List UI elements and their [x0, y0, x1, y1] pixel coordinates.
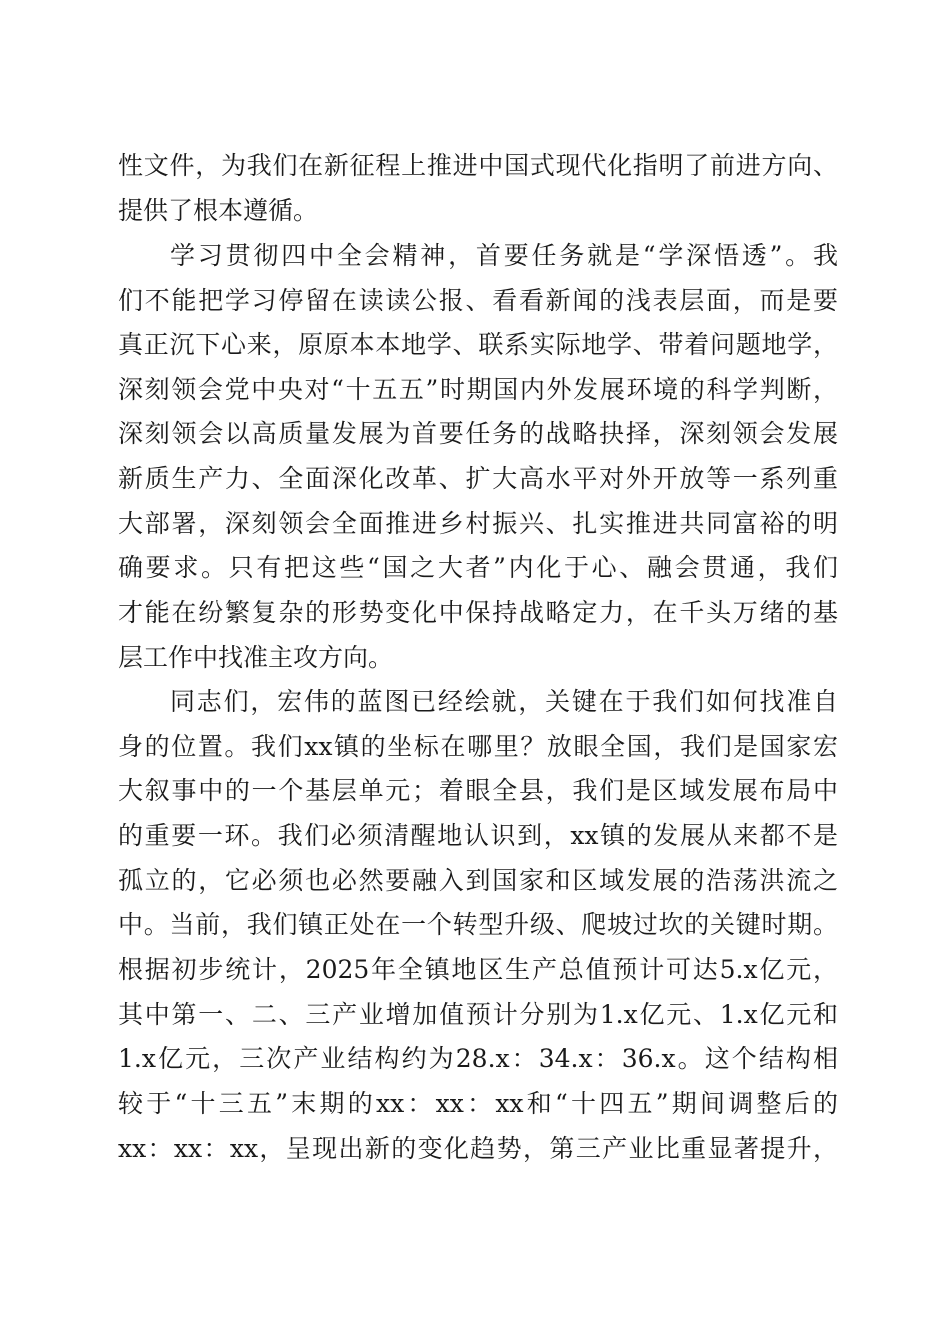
- text-line: 深刻领会以高质量发展为首要任务的战略抉择，深刻领会发展: [118, 419, 838, 448]
- text-line: 才能在纷繁复杂的形势变化中保持战略定力，在千头万绪的基: [118, 598, 838, 627]
- text-line: 孤立的，它必须也必然要融入到国家和区域发展的浩荡洪流之: [118, 866, 838, 895]
- paragraph-first-line: 同志们，宏伟的蓝图已经绘就，关键在于我们如何找准自: [170, 687, 838, 716]
- text-line: 中。当前，我们镇正处在一个转型升级、爬坡过坎的关键时期。: [118, 910, 838, 939]
- paragraph-first-line: 学习贯彻四中全会精神，首要任务就是“学深悟透”。我: [170, 241, 838, 270]
- text-line: 大叙事中的一个基层单元；着眼全县，我们是区域发展布局中: [118, 776, 838, 805]
- text-line: 们不能把学习停留在读读公报、看看新闻的浅表层面，而是要: [118, 286, 838, 315]
- text-line: 的重要一环。我们必须清醒地认识到，xx镇的发展从来都不是: [118, 821, 838, 850]
- text-line: 其中第一、二、三产业增加值预计分别为1.x亿元、1.x亿元和: [118, 1000, 838, 1029]
- text-line: 真正沉下心来，原原本本地学、联系实际地学、带着问题地学，: [118, 330, 838, 359]
- text-line: 身的位置。我们xx镇的坐标在哪里？放眼全国，我们是国家宏: [118, 732, 838, 761]
- text-line: 1.x亿元，三次产业结构约为28.x：34.x：36.x。这个结构相: [118, 1044, 838, 1073]
- text-line: 根据初步统计，2025年全镇地区生产总值预计可达5.x亿元，: [118, 955, 838, 984]
- text-line: 提供了根本遵循。: [118, 196, 319, 225]
- text-line: 较于“十三五”末期的xx：xx：xx和“十四五”期间调整后的: [118, 1089, 838, 1118]
- text-line: 性文件，为我们在新征程上推进中国式现代化指明了前进方向、: [118, 151, 838, 180]
- text-line: 大部署，深刻领会全面推进乡村振兴、扎实推进共同富裕的明: [118, 509, 838, 538]
- text-line: xx：xx：xx，呈现出新的变化趋势，第三产业比重显著提升，: [118, 1134, 838, 1163]
- text-line: 层工作中找准主攻方向。: [118, 643, 394, 672]
- text-line: 确要求。只有把这些“国之大者”内化于心、融会贯通，我们: [118, 553, 838, 582]
- text-line: 深刻领会党中央对“十五五”时期国内外发展环境的科学判断，: [118, 375, 838, 404]
- text-line: 新质生产力、全面深化改革、扩大高水平对外开放等一系列重: [118, 464, 838, 493]
